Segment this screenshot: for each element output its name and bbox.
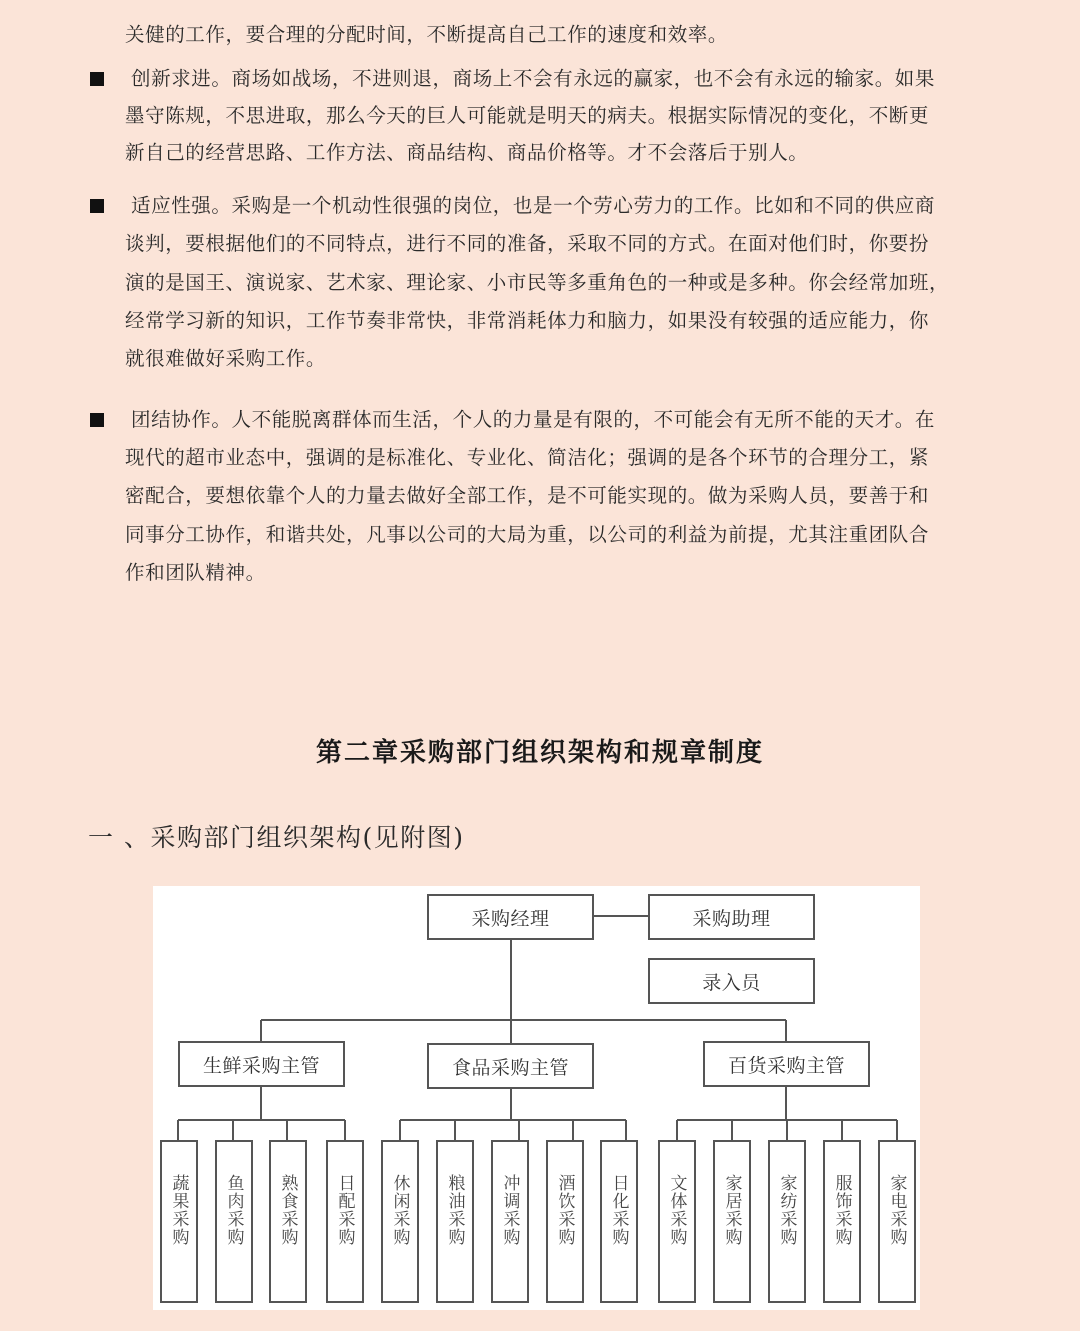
chapter-title: 第二章采购部门组织架构和规章制度 (315, 738, 764, 768)
unit-label: 日化采购 (608, 1174, 629, 1246)
section-title: 一 、采购部门组织架构(见附图) (88, 823, 465, 852)
unit-label: 文体采购 (666, 1174, 687, 1246)
unit-box (713, 1140, 751, 1303)
unit-label: 蔬果采购 (168, 1174, 189, 1246)
paragraph-line: 团结协作。人不能脱离群体而生活，个人的力量是有限的，不可能会有无所不能的天才。在 (131, 408, 936, 431)
org-chart (153, 886, 920, 1310)
paragraph-line: 密配合，要想依靠个人的力量去做好全部工作，是不可能实现的。做为采购人员，要善于和 (125, 484, 930, 507)
unit-label: 服饰采购 (831, 1174, 852, 1246)
unit-box (326, 1140, 364, 1303)
paragraph-line: 作和团队精神。 (125, 561, 266, 584)
unit-box (546, 1140, 584, 1303)
assistant-box: 采购助理 (648, 894, 815, 940)
unit-box (381, 1140, 419, 1303)
bullet-icon (90, 199, 104, 213)
unit-box (658, 1140, 696, 1303)
unit-label: 冲调采购 (499, 1174, 520, 1246)
paragraph-line: 就很难做好采购工作。 (125, 347, 327, 370)
supervisor-box: 百货采购主管 (703, 1041, 870, 1087)
paragraph-line: 关健的工作，要合理的分配时间，不断提高自己工作的速度和效率。 (125, 23, 729, 46)
unit-box (491, 1140, 529, 1303)
unit-label: 日配采购 (334, 1174, 355, 1246)
paragraph-line: 新自己的经营思路、工作方法、商品结构、商品价格等。才不会落后于别人。 (125, 141, 809, 164)
unit-label: 粮油采购 (444, 1174, 465, 1246)
unit-box (215, 1140, 253, 1303)
manager-box: 采购经理 (427, 894, 594, 940)
paragraph-line: 适应性强。采购是一个机动性很强的岗位，也是一个劳心劳力的工作。比如和不同的供应商 (131, 194, 936, 217)
unit-label: 家纺采购 (776, 1174, 797, 1246)
supervisor-box: 食品采购主管 (427, 1043, 594, 1089)
paragraph-line: 墨守陈规，不思进取，那么今天的巨人可能就是明天的病夫。根据实际情况的变化，不断更 (125, 104, 930, 127)
unit-label: 熟食采购 (277, 1174, 298, 1246)
bullet-icon (90, 413, 104, 427)
unit-label: 家电采购 (886, 1174, 907, 1246)
unit-box (768, 1140, 806, 1303)
unit-label: 家居采购 (721, 1174, 742, 1246)
unit-label: 酒饮采购 (554, 1174, 575, 1246)
unit-label: 休闲采购 (389, 1174, 410, 1246)
paragraph-line: 谈判，要根据他们的不同特点，进行不同的准备，采取不同的方式。在面对他们时，你要扮 (125, 232, 930, 255)
paragraph-line: 创新求进。商场如战场，不进则退，商场上不会有永远的赢家，也不会有永远的输家。如果 (131, 67, 936, 90)
unit-box (878, 1140, 916, 1303)
clerk-box: 录入员 (648, 958, 815, 1004)
bullet-icon (90, 72, 104, 86)
paragraph-line: 同事分工协作，和谐共处，凡事以公司的大局为重，以公司的利益为前提，尤其注重团队合 (125, 523, 930, 546)
paragraph-line: 演的是国王、演说家、艺术家、理论家、小市民等多重角色的一种或是多种。你会经常加班， (125, 271, 950, 294)
unit-box (823, 1140, 861, 1303)
unit-box (436, 1140, 474, 1303)
paragraph-line: 经常学习新的知识，工作节奏非常快，非常消耗体力和脑力，如果没有较强的适应能力，你 (125, 309, 930, 332)
supervisor-box: 生鲜采购主管 (178, 1041, 345, 1087)
unit-box (160, 1140, 198, 1303)
unit-box (269, 1140, 307, 1303)
unit-label: 鱼肉采购 (223, 1174, 244, 1246)
unit-box (600, 1140, 638, 1303)
paragraph-line: 现代的超市业态中，强调的是标准化、专业化、简洁化；强调的是各个环节的合理分工，紧 (125, 446, 930, 469)
